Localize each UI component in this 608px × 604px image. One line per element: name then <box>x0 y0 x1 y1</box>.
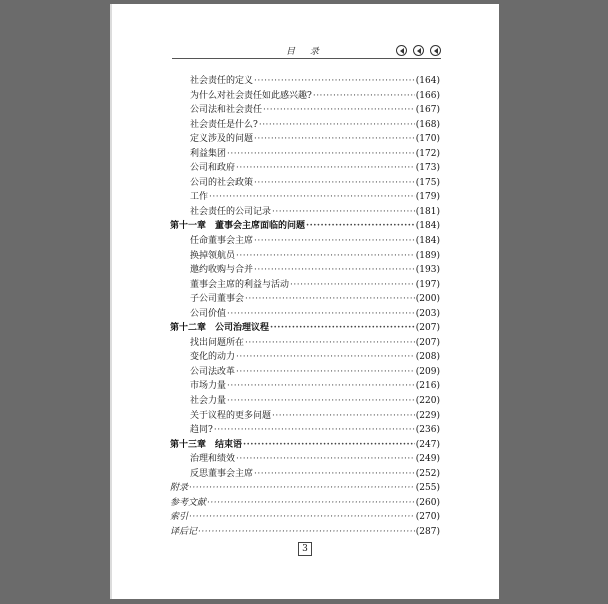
toc-entry[interactable] <box>170 131 440 146</box>
toc-entry[interactable] <box>170 335 440 350</box>
toc-entry-page: (179) <box>415 192 440 203</box>
toc-leader-dots <box>254 178 415 188</box>
toc-entry-page: (173) <box>415 163 440 174</box>
toc-entry-page: (208) <box>415 352 440 363</box>
toc-entry-title: 定义涉及的问题 <box>190 134 254 145</box>
toc-entry-title: 趋同? <box>190 425 213 436</box>
toc-entry[interactable] <box>170 102 440 117</box>
toc-entry-title: 公司法和社会责任 <box>190 105 263 116</box>
toc-leader-dots <box>189 512 415 522</box>
page-number: 3 <box>298 542 312 556</box>
toc-leader-dots <box>272 411 415 421</box>
toc-entry-title: 附录 <box>170 483 189 494</box>
toc-entry-title: 找出问题所在 <box>190 337 245 348</box>
toc-entry-page: (203) <box>415 308 440 319</box>
toc-leader-dots <box>236 352 415 362</box>
toc-entry-page: (175) <box>415 177 440 188</box>
toc-entry[interactable] <box>170 204 440 219</box>
toc-entry-title: 第十三章 结束语 <box>170 439 243 450</box>
back-arrow-icon <box>430 45 441 56</box>
toc-entry-title: 反思董事会主席 <box>190 468 254 479</box>
toc-leader-dots <box>243 440 415 450</box>
toc-entry-page: (216) <box>415 381 440 392</box>
toc-entry-page: (220) <box>415 396 440 407</box>
toc-entry[interactable] <box>170 262 440 277</box>
toc-entry[interactable] <box>170 408 440 423</box>
toc-entry[interactable] <box>170 146 440 161</box>
toc-entry-page: (184) <box>415 221 440 232</box>
toc-entry-page: (270) <box>415 512 440 523</box>
toc-entry-title: 利益集团 <box>190 148 227 159</box>
toc-entry-title: 公司价值 <box>190 308 227 319</box>
toc-entry[interactable] <box>170 349 440 364</box>
toc-entry-title: 社会责任的定义 <box>190 76 254 86</box>
toc-entry-title: 第十一章 董事会主席面临的问题 <box>170 221 306 232</box>
toc-leader-dots <box>209 192 415 202</box>
toc-leader-dots <box>272 207 415 217</box>
toc-entry-title: 公司法改革 <box>190 366 236 377</box>
toc-entry[interactable] <box>170 117 440 132</box>
toc-entry-title: 公司和政府 <box>190 163 236 174</box>
toc-entry[interactable] <box>170 248 440 263</box>
toc-entry-page: (287) <box>415 526 440 537</box>
toc-entry-title: 索引 <box>170 512 189 523</box>
toc-leader-dots <box>227 309 415 319</box>
header-icons <box>396 45 441 56</box>
toc-leader-dots <box>245 338 415 348</box>
toc-leader-dots <box>254 236 415 246</box>
toc-entry-page: (189) <box>415 250 440 261</box>
toc-entry-page: (247) <box>415 439 440 450</box>
toc-entry-title: 社会力量 <box>190 396 227 407</box>
toc-entry-title: 任命董事会主席 <box>190 236 254 247</box>
toc-entry-page: (193) <box>415 265 440 276</box>
toc-entry[interactable] <box>170 451 440 466</box>
toc-entry-page: (229) <box>415 410 440 421</box>
toc-entry-title: 变化的动力 <box>190 352 236 363</box>
toc-entry[interactable] <box>170 320 440 335</box>
toc-leader-dots <box>290 280 415 290</box>
back-arrow-icon <box>413 45 424 56</box>
toc-entry-page: (209) <box>415 366 440 377</box>
toc-entry[interactable] <box>170 233 440 248</box>
toc-entry-title: 公司的社会政策 <box>190 177 254 188</box>
toc-entry-page: (181) <box>415 206 440 217</box>
toc-leader-dots <box>227 396 415 406</box>
toc-entry-title: 市场力量 <box>190 381 227 392</box>
toc-entry-page: (260) <box>415 497 440 508</box>
toc-leader-dots <box>254 469 415 479</box>
toc-entry[interactable] <box>170 189 440 204</box>
toc-entry[interactable] <box>170 175 440 190</box>
toc-leader-dots <box>189 483 415 493</box>
toc-leader-dots <box>214 425 415 435</box>
toc-leader-dots <box>254 265 415 275</box>
toc-entry-page: (255) <box>415 483 440 494</box>
toc-entry[interactable] <box>170 306 440 321</box>
toc-entry-page: (236) <box>415 425 440 436</box>
toc-entry[interactable] <box>170 466 440 481</box>
toc-leader-dots <box>227 149 415 159</box>
toc-entry-page: (200) <box>415 294 440 305</box>
toc-entry[interactable] <box>170 480 440 495</box>
toc-entry-page: (207) <box>415 323 440 334</box>
toc-entry-title: 邀约收购与合并 <box>190 265 254 276</box>
toc-leader-dots <box>306 221 415 231</box>
back-arrow-icon <box>396 45 407 56</box>
toc-leader-dots <box>254 134 415 144</box>
toc-entry[interactable] <box>170 364 440 379</box>
toc-entry[interactable] <box>170 88 440 103</box>
toc-leader-dots <box>236 454 415 464</box>
toc-entry-page: (184) <box>415 236 440 247</box>
toc-entry-title: 子公司董事会 <box>190 294 245 305</box>
toc-leader-dots <box>227 381 415 391</box>
toc-leader-dots <box>313 91 415 101</box>
table-of-contents <box>170 73 440 539</box>
toc-entry-title: 为什么对社会责任如此感兴趣? <box>190 90 312 101</box>
toc-entry[interactable] <box>170 291 440 306</box>
toc-leader-dots <box>207 498 415 508</box>
toc-entry-title: 关于议程的更多问题 <box>190 410 272 421</box>
toc-leader-dots <box>198 527 415 537</box>
toc-leader-dots <box>259 120 415 130</box>
toc-entry-title: 治理和绩效 <box>190 454 236 465</box>
toc-leader-dots <box>254 76 415 86</box>
toc-entry[interactable] <box>170 422 440 437</box>
toc-entry-title: 译后记 <box>170 526 198 537</box>
toc-entry[interactable] <box>170 218 440 233</box>
toc-entry[interactable] <box>170 524 440 539</box>
toc-entry[interactable] <box>170 437 440 452</box>
toc-entry-title: 董事会主席的利益与活动 <box>190 279 290 290</box>
toc-entry[interactable] <box>170 509 440 524</box>
toc-entry[interactable] <box>170 495 440 510</box>
toc-entry-title: 工作 <box>190 192 209 203</box>
toc-entry-title: 参考文献 <box>170 497 207 508</box>
toc-entry[interactable] <box>170 160 440 175</box>
toc-leader-dots <box>236 251 415 261</box>
toc-entry[interactable] <box>170 393 440 408</box>
toc-entry[interactable] <box>170 378 440 393</box>
header-title: 目 录 <box>286 47 325 57</box>
toc-entry-page: (168) <box>415 119 440 130</box>
toc-entry-title: 社会责任是什么? <box>190 119 258 130</box>
toc-entry-title: 社会责任的公司记录 <box>190 206 272 217</box>
toc-leader-dots <box>270 323 415 333</box>
toc-leader-dots <box>236 163 415 173</box>
document-page <box>110 4 499 599</box>
toc-entry-title: 第十二章 公司治理议程 <box>170 323 270 334</box>
toc-entry-page: (252) <box>415 468 440 479</box>
toc-entry-page: (170) <box>415 134 440 145</box>
toc-entry-page: (197) <box>415 279 440 290</box>
toc-entry-title: 换掉领航员 <box>190 250 236 261</box>
toc-entry-page: (164) <box>415 76 440 86</box>
toc-entry[interactable] <box>170 277 440 292</box>
toc-entry-page: (172) <box>415 148 440 159</box>
toc-leader-dots <box>263 105 415 115</box>
toc-entry-page: (249) <box>415 454 440 465</box>
toc-leader-dots <box>245 294 415 304</box>
toc-entry-page: (207) <box>415 337 440 348</box>
toc-entry-page: (166) <box>415 90 440 101</box>
toc-leader-dots <box>236 367 415 377</box>
toc-entry[interactable] <box>170 73 440 88</box>
toc-entry-page: (167) <box>415 105 440 116</box>
page-header <box>172 44 441 59</box>
